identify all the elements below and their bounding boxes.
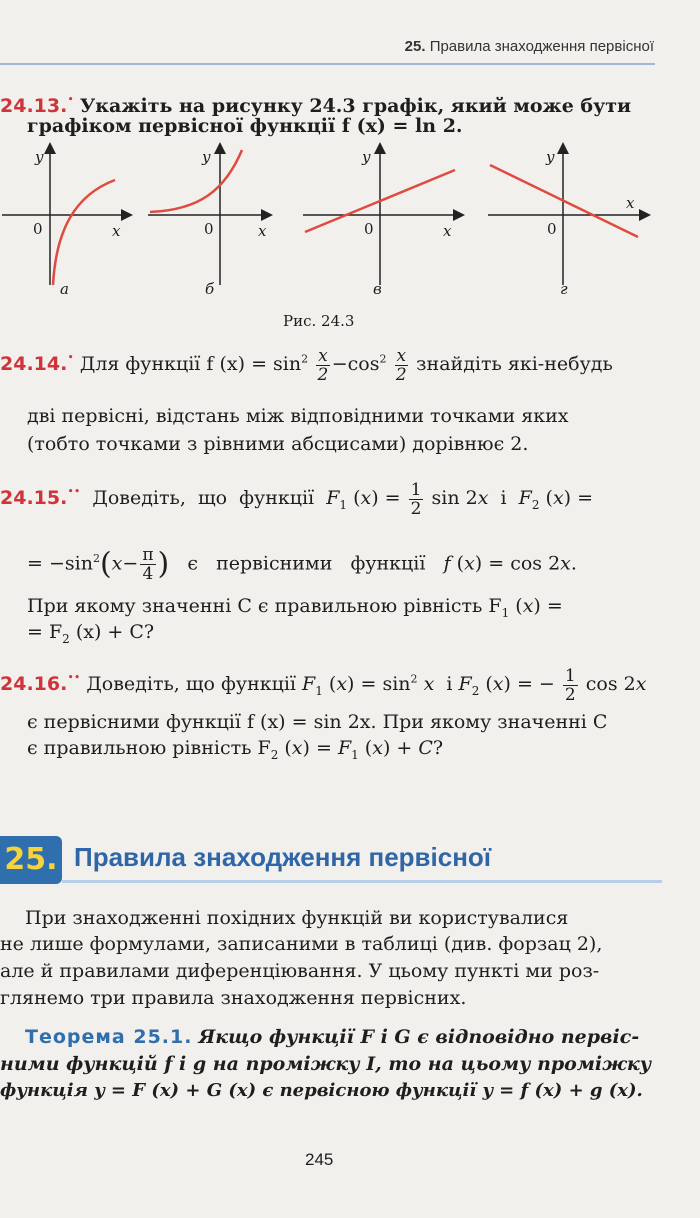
running-head-title: Правила знаходження первісної xyxy=(429,38,654,55)
section-heading xyxy=(0,836,700,884)
running-head xyxy=(405,38,654,55)
problem-text-tail: знайдіть які-небудь xyxy=(410,353,613,375)
graph-v xyxy=(303,145,462,285)
header-rule xyxy=(0,63,655,65)
graph-b-y-label: y xyxy=(202,148,211,166)
graph-g-y-label: y xyxy=(546,148,555,166)
difficulty-mark: • xyxy=(67,93,74,106)
intro-line2: не лише формулами, записаними в таблиці (див. форзац 2), xyxy=(0,933,603,955)
problem-24-14-line1: 24.14.• Для функції f $(x) = \sin^2$ $\frac{x}{2}$ $-\cos^2$ $\frac{x}{2}$ знайдіть які-небудь xyxy=(0,345,613,385)
intro-line1: При знаходженні похідних функцій ви користувалися xyxy=(25,907,569,929)
problem-text: = F xyxy=(27,621,63,643)
section-underline xyxy=(62,880,662,883)
theorem-line1 xyxy=(25,1025,639,1049)
problem-24-15-line3: При якому значенні C є правильною рівність $F_1$ (x) = xyxy=(27,595,563,620)
difficulty-mark: • xyxy=(67,351,74,364)
difficulty-mark: •• xyxy=(67,671,81,684)
problem-24-15-line1: 24.15.•• Доведіть, що функції $F_1$ (x) = $\frac{1}{2}$ sin 2x і $F_2$ (x) = xyxy=(0,479,594,519)
figure-caption: Рис. 24.3 xyxy=(283,312,355,330)
theorem-label: Теорема 25.1. xyxy=(25,1026,193,1048)
graph-v-origin: 0 xyxy=(364,220,374,238)
graph-g-origin: 0 xyxy=(547,220,557,238)
graph-b xyxy=(148,145,270,285)
theorem-line3: функція y = F (x) + G (x) є первісною функції y = f (x) + g (x). xyxy=(0,1080,643,1101)
graph-g xyxy=(488,145,648,285)
theorem-line2: ними функцій f і g на проміжку I, то на цьому проміжку xyxy=(0,1053,652,1075)
problem-number: 24.13. xyxy=(0,95,68,117)
problem-24-16-line1: 24.16.•• Доведіть, що функції $F_1$ $(x) = \sin^2 x$ і $F_2$ (x) = − $\frac{1}{2}$ cos 2x xyxy=(0,665,647,705)
problem-24-16-line3: є правильною рівність $F_2$ $(x) = F_1$ (x) + C? xyxy=(27,737,444,762)
problem-number: 24.15. xyxy=(0,487,68,509)
problem-24-16-line2: є первісними функції f (x) = sin 2x. При якому значенні C xyxy=(27,711,608,733)
page-number: 245 xyxy=(305,1150,334,1169)
graph-b-caption: б xyxy=(205,280,215,298)
problem-number: 24.14. xyxy=(0,353,68,375)
graph-v-x-label: x xyxy=(443,222,452,240)
problem-24-13-line2: графіком первісної функції f (x) = ln 2. xyxy=(27,115,463,137)
intro-line4: глянемо три правила знаходження первісних. xyxy=(0,987,467,1009)
problem-24-14-line3: (тобто точками з рівними абсцисами) дорівнює 2. xyxy=(27,433,529,455)
problem-text: При якому значенні C є правильною рівність F xyxy=(27,595,502,617)
graph-b-x-label: x xyxy=(258,222,267,240)
problem-24-14-line2: дві первісні, відстань між відповідними точками яких xyxy=(27,405,569,427)
graph-g-caption: г xyxy=(560,280,568,298)
graph-a-origin: 0 xyxy=(33,220,43,238)
graph-a xyxy=(2,145,130,285)
running-head-number: 25. xyxy=(404,38,426,55)
section-number-badge: 25. xyxy=(0,836,62,884)
graph-a-caption: а xyxy=(60,280,69,298)
graph-g-x-label: x xyxy=(626,194,635,212)
section-title: Правила знаходження первісної xyxy=(74,842,492,872)
graph-v-caption: в xyxy=(373,280,382,298)
problem-text-tail: (x) + C? xyxy=(69,621,155,643)
intro-line3: але й правилами диференціювання. У цьому пункті ми роз- xyxy=(0,960,600,982)
figure-24-3 xyxy=(0,140,700,310)
problem-number: 24.16. xyxy=(0,673,68,695)
problem-24-15-line2: = $-\sin^2(x-$ $\frac{\pi}{4}$ ) є первісними функції f (x) = cos 2x. xyxy=(27,545,577,584)
difficulty-mark: •• xyxy=(67,485,81,498)
graph-a-x-label: x xyxy=(112,222,121,240)
problem-text: є правильною рівність F xyxy=(27,737,271,759)
graph-a-y-label: y xyxy=(35,148,44,166)
theorem-text: Якщо функції F і G є відповідно первіс- xyxy=(198,1026,640,1048)
graph-v-y-label: y xyxy=(362,148,371,166)
problem-text: Укажіть на рисунку 24.3 графік, який може бути xyxy=(79,95,632,117)
problem-text: Для функції f (x) = sin xyxy=(79,353,302,375)
problem-24-15-line4: = $F_2$ (x) + C? xyxy=(27,621,155,646)
graph-b-origin: 0 xyxy=(204,220,214,238)
